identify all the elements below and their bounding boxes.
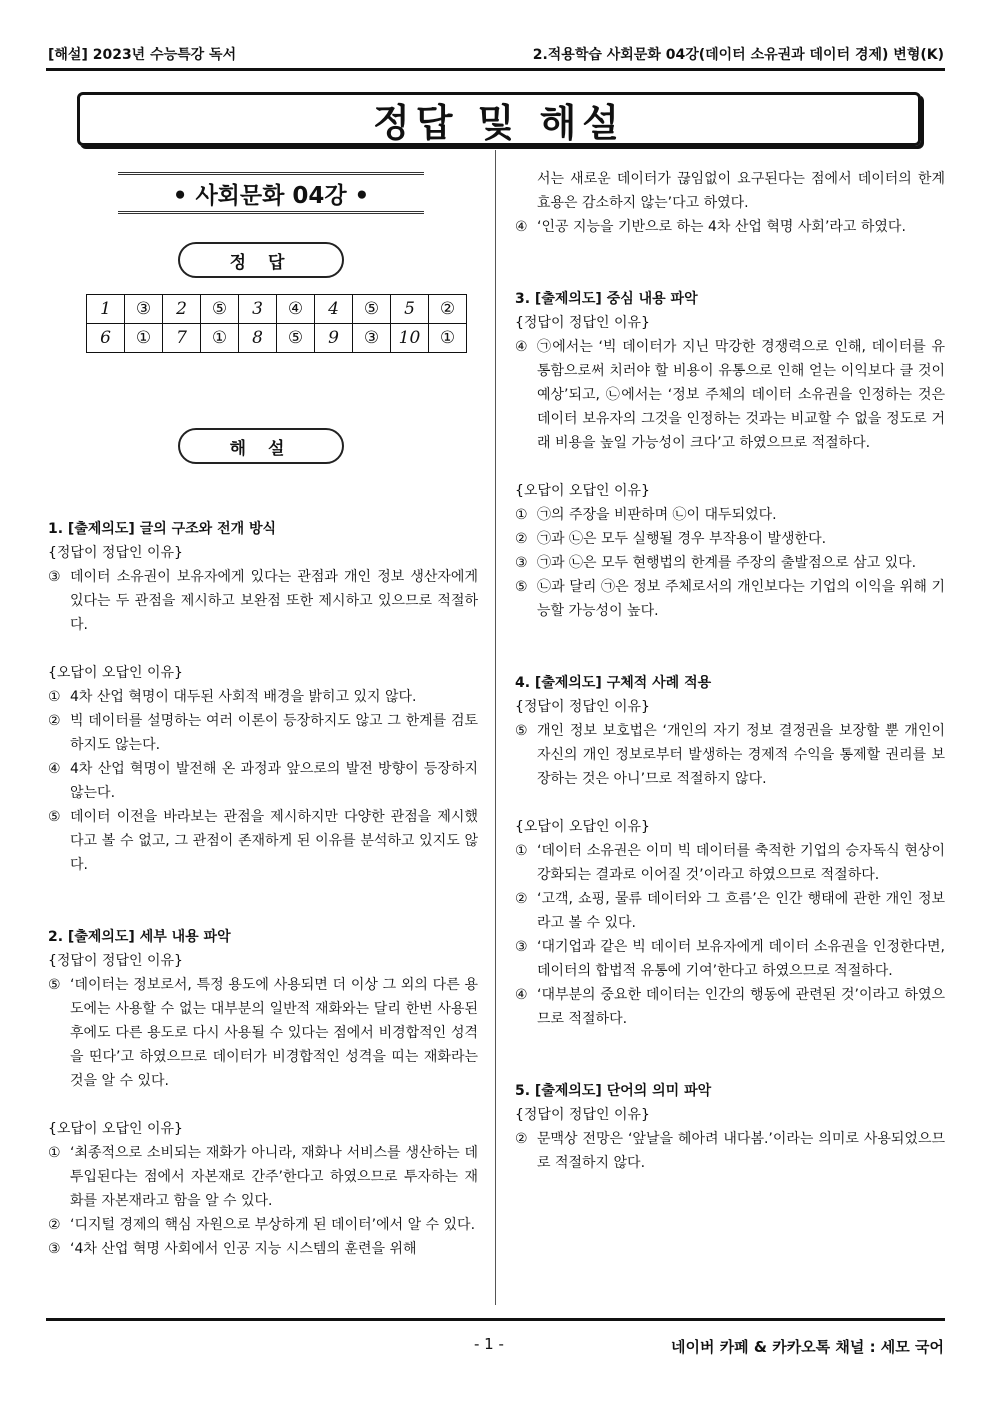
choice-marker: ① [48,1145,61,1161]
answer-choice: ⑤ [353,295,391,324]
list-item [515,887,945,935]
list-item [515,935,945,983]
choice-marker: ④ [515,339,528,355]
choice-marker: ② [48,713,61,729]
question-number: 9 [315,324,353,353]
question-title: 2. [출제의도] 세부 내용 파악 [48,929,231,945]
list-item [48,1237,478,1261]
answer-table [86,294,467,353]
question-number: 7 [163,324,201,353]
list-item [48,1213,478,1237]
choice-text: ㉡과 달리 ㉠은 정보 주체로서의 개인보다는 기업의 이익을 위해 기능할 가능성이 높다. [537,579,945,619]
list-item [515,527,945,551]
list-item [515,551,945,575]
footer-channel: 네이버 카페 & 카카오톡 채널 : 세모 국어 [671,1338,944,1356]
choice-text: 서는 새로운 데이터가 끊임없이 요구된다는 점에서 데이터의 한계 효용은 감소하지 않는’다고 하였다. [537,171,945,211]
choice-marker: ④ [48,761,61,777]
choice-marker: ② [515,531,528,547]
choice-text: 개인 정보 보호법은 ‘개인의 자기 정보 결정권을 보장할 뿐 개인이 자신의 개인 정보로부터 발생하는 경제적 수익을 통제할 권리를 보장하는 것은 아니’므로 적절하지 않다. [537,723,945,787]
list-item [48,1141,478,1213]
choice-text: ㉠의 주장을 비판하며 ㉡이 대두되었다. [537,507,777,523]
choice-text: ‘인공 지능을 기반으로 하는 4차 산업 혁명 사회’라고 하였다. [537,219,906,235]
choice-marker: ③ [515,555,528,571]
list-item [48,685,478,709]
answers-heading: 정 답 [178,242,344,278]
list-item [515,335,945,455]
choice-text: ‘대기업과 같은 빅 데이터 보유자에게 데이터 소유권을 인정한다면, 데이터의 합법적 유통에 기여’한다고 하였으므로 적절하다. [537,939,945,979]
header-rule [46,68,945,71]
choice-text: ‘데이터는 정보로서, 특정 용도에 사용되면 더 이상 그 외의 다른 용도에는 사용할 수 없는 대부분의 일반적 재화와는 달리 한번 사용된 후에도 다른 용도로 다시 사용될 수 있다는 점에서 비경합적인 성격을 띤다’고 하였으므로 데이터가 비경합적인 성격을 띠는 재화라는 것을 알 수 있다. [70,977,478,1089]
answer-row [87,324,467,353]
correct-label: {정답이 정답인 이유} [515,699,650,715]
question-number: 8 [239,324,277,353]
choice-text: ‘최종적으로 소비되는 재화가 아니라, 재화나 서비스를 생산하는 데 투입된다는 점에서 자본재로 간주’한다고 하였으므로 투자하는 재화를 자본재라고 함을 알 수 있다. [70,1145,478,1209]
correct-label: {정답이 정답인 이유} [48,953,183,969]
correct-label: {정답이 정답인 이유} [515,1107,650,1123]
choice-text: ‘데이터 소유권은 이미 빅 데이터를 축적한 기업의 승자독식 현상이 강화되는 결과로 이어질 것’이라고 하였으므로 적절하다. [537,843,945,883]
choice-marker: ③ [515,939,528,955]
list-item [515,215,945,239]
list-item [515,167,945,215]
answer-choice: ⑤ [277,324,315,353]
choice-marker: ② [515,891,528,907]
list-item [515,503,945,527]
answer-choice: ④ [277,295,315,324]
choice-marker: ① [515,507,528,523]
explanation-heading: 해 설 [178,428,344,464]
choice-text: 빅 데이터를 설명하는 여러 이론이 등장하지도 않고 그 한계를 검토하지도 않는다. [70,713,478,753]
wrong-label: {오답이 오답인 이유} [515,819,650,835]
question-number: 3 [239,295,277,324]
list-item [48,709,478,757]
choice-text: 4차 산업 혁명이 발전해 온 과정과 앞으로의 발전 방향이 등장하지 않는다. [70,761,478,801]
column-divider [495,150,496,1305]
wrong-label: {오답이 오답인 이유} [48,665,183,681]
unit-banner [118,172,424,214]
question-number: 6 [87,324,125,353]
choice-marker: ④ [515,987,528,1003]
question-number: 1 [87,295,125,324]
choice-text: 데이터 이전을 바라보는 관점을 제시하지만 다양한 관점을 제시했다고 볼 수 없고, 그 관점이 존재하게 된 이유를 분석하고 있지도 않다. [70,809,478,873]
choice-text: ㉠과 ㉡은 모두 현행법의 한계를 주장의 출발점으로 삼고 있다. [537,555,917,571]
choice-text: ‘4차 산업 혁명 사회에서 인공 지능 시스템의 훈련을 위해 [70,1241,417,1257]
list-item [48,565,478,637]
list-item [515,983,945,1031]
question-number: 5 [391,295,429,324]
choice-marker: ⑤ [48,809,61,825]
answer-row [87,295,467,324]
right-column [515,167,945,1175]
list-item [515,1127,945,1175]
correct-label: {정답이 정답인 이유} [48,545,183,561]
question-number: 10 [391,324,429,353]
choice-marker: ② [515,1131,528,1147]
wrong-label: {오답이 오답인 이유} [48,1121,183,1137]
question-title: 3. [출제의도] 중심 내용 파악 [515,291,698,307]
choice-marker: ③ [48,569,61,585]
choice-marker: ④ [515,219,528,235]
footer-rule [46,1318,945,1321]
question-title: 4. [출제의도] 구체적 사례 적용 [515,675,712,691]
choice-marker: ② [48,1217,61,1233]
answer-choice: ② [429,295,467,324]
choice-marker: ③ [48,1241,61,1257]
choice-text: ‘디지털 경제의 핵심 자원으로 부상하게 된 데이터’에서 알 수 있다. [70,1217,476,1233]
answer-choice: ③ [125,295,163,324]
list-item [515,575,945,623]
header-left: [해설] 2023년 수능특강 독서 [48,47,237,63]
title-box [77,92,921,146]
header-right: 2.적용학습 사회문화 04강(데이터 소유권과 데이터 경제) 변형(K) [532,47,944,63]
page-title: 정답 및 해설 [373,100,625,145]
unit-label: • 사회문화 04강 • [172,182,370,209]
correct-label: {정답이 정답인 이유} [515,315,650,331]
wrong-label: {오답이 오답인 이유} [515,483,650,499]
choice-text: ㉠과 ㉡은 모두 실행될 경우 부작용이 발생한다. [537,531,827,547]
choice-marker: ⑤ [515,579,528,595]
choice-text: 문맥상 전망은 ‘앞날을 헤아려 내다봄.’이라는 의미로 사용되었으므로 적절하지 않다. [537,1131,945,1171]
question-number: 2 [163,295,201,324]
question-title: 1. [출제의도] 글의 구조와 전개 방식 [48,521,277,537]
question-title: 5. [출제의도] 단어의 의미 파악 [515,1083,712,1099]
page-number: - 1 - [474,1335,504,1353]
choice-marker: ① [48,689,61,705]
answer-choice: ③ [353,324,391,353]
choice-text: ‘고객, 쇼핑, 물류 데이터와 그 흐름’은 인간 행태에 관한 개인 정보라고 볼 수 있다. [537,891,945,931]
answer-choice: ① [429,324,467,353]
list-item [48,757,478,805]
answer-choice: ⑤ [201,295,239,324]
choice-marker: ⑤ [48,977,61,993]
answer-choice: ① [125,324,163,353]
choice-text: 4차 산업 혁명이 대두된 사회적 배경을 밝히고 있지 않다. [70,689,417,705]
list-item [515,839,945,887]
choice-text: ㉠에서는 ‘빅 데이터가 지닌 막강한 경쟁력으로 인해, 데이터를 유통함으로써 치러야 할 비용이 유통으로 인해 얻는 이익보다 클 것이 예상’되고, ㉡에서는 ‘정보 주체의 데이터 소유권을 인정하는 것은 데이터 보유자의 그것을 인정하는 것과는 비교할 수 없을 정도로 거래 비용을 높일 가능성이 크다’고 하였으므로 적절하다. [537,339,945,451]
choice-marker: ① [515,843,528,859]
question-number: 4 [315,295,353,324]
list-item [515,719,945,791]
list-item [48,973,478,1093]
choice-text: 데이터 소유권이 보유자에게 있다는 관점과 개인 정보 생산자에게 있다는 두 관점을 제시하고 보완점 또한 제시하고 있으므로 적절하다. [70,569,478,633]
choice-text: ‘대부분의 중요한 데이터는 인간의 행동에 관련된 것’이라고 하였으므로 적절하다. [537,987,945,1027]
choice-marker: ⑤ [515,723,528,739]
list-item [48,805,478,877]
left-column [48,517,478,1261]
answer-choice: ① [201,324,239,353]
